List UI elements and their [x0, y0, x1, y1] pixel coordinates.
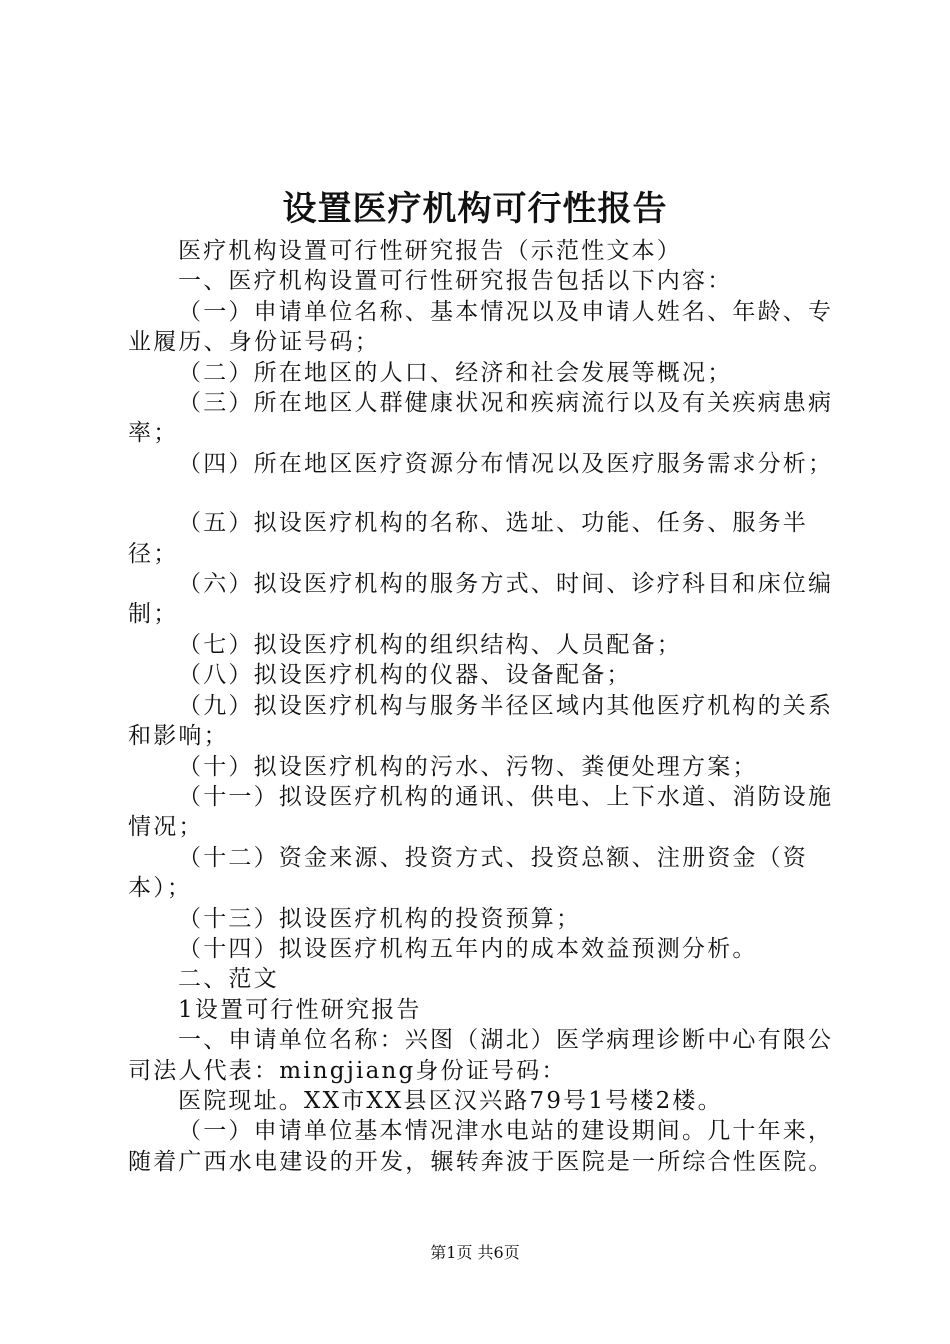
paragraph-item-3: （三）所在地区人群健康状况和疾病流行以及有关疾病患病率； — [128, 390, 834, 447]
paragraph-item-14: （十四）拟设医疗机构五年内的成本效益预测分析。 — [178, 935, 758, 962]
paragraph-subtitle: 医疗机构设置可行性研究报告（示范性文本） — [178, 238, 682, 264]
paragraph-item-10: （十）拟设医疗机构的污水、污物、粪便处理方案； — [178, 753, 758, 780]
paragraph-item-8: （八）拟设医疗机构的仪器、设备配备； — [178, 662, 632, 689]
paragraph-item-4: （四）所在地区医疗资源分布情况以及医疗服务需求分析； — [178, 450, 834, 477]
paragraph-item-1: （一）申请单位名称、基本情况以及申请人姓名、年龄、专业履历、身份证号码； — [128, 298, 834, 356]
paragraph-item-11: （十一）拟设医疗机构的通讯、供电、上下水道、消防设施情况； — [128, 783, 834, 841]
paragraph-item-13: （十三）拟设医疗机构的投资预算； — [178, 905, 582, 932]
paragraph-sample-heading: 1设置可行性研究报告 — [178, 996, 422, 1023]
document-body — [128, 236, 848, 1177]
paragraph-section-1: 一、医疗机构设置可行性研究报告包括以下内容： — [178, 268, 733, 295]
paragraph-item-12: （十二）资金来源、投资方式、投资总额、注册资金（资本）； — [128, 844, 808, 902]
document-title: 设置医疗机构可行性报告 — [282, 189, 668, 229]
paragraph-address: 医院现址。XX市XX县区汉兴路79号1号楼2楼。 — [178, 1087, 723, 1114]
paragraph-item-7: （七）拟设医疗机构的组织结构、人员配备； — [178, 631, 682, 658]
paragraph-applicant: 一、申请单位名称：兴图（湖北）医学病理诊断中心有限公司法人代表：mingjiang身份证号码： — [128, 1027, 834, 1084]
page-number: 第1页 共6页 — [430, 1243, 520, 1262]
paragraph-section-2: 二、范文 — [178, 966, 279, 993]
paragraph-item-9: （九）拟设医疗机构与服务半径区域内其他医疗机构的关系和影响； — [128, 692, 834, 750]
paragraph-item-2: （二）所在地区的人口、经济和社会发展等概况； — [178, 359, 733, 386]
paragraph-basic-info: （一）申请单位基本情况津水电站的建设期间。几十年来，随着广西水电建设的开发，辗转奔波于医院是一所综合性医院。 — [128, 1118, 834, 1175]
paragraph-item-5: （五）拟设医疗机构的名称、选址、功能、任务、服务半径； — [128, 510, 808, 567]
paragraph-item-6: （六）拟设医疗机构的服务方式、时间、诊疗科目和床位编制； — [128, 571, 834, 628]
